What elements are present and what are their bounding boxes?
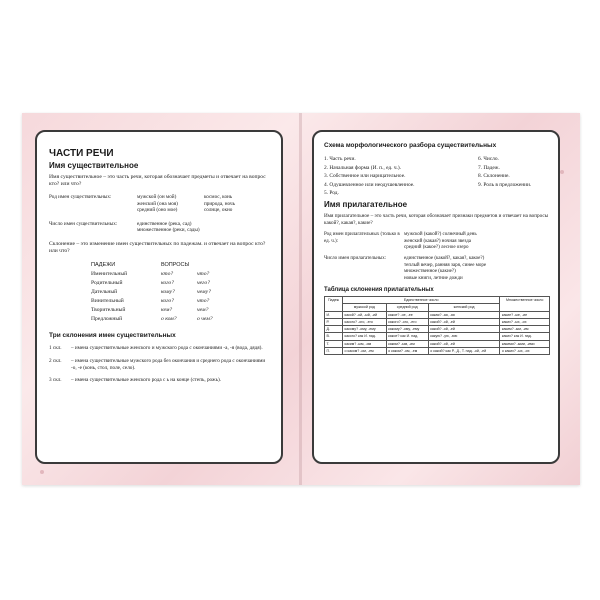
table-row [325,311,550,318]
cases-col-header: ПАДЕЖИ [91,261,116,268]
decor-dot [40,470,44,474]
case-question-inanimate: чему? [197,288,211,295]
table-header-row [325,297,550,304]
table-cell: какого? -ого, -его [343,318,387,325]
table-header-masc: мужской род [343,304,387,311]
table-row [325,333,550,340]
adj-gender-label: Род имен прилагательных (только в ед. ч.): [324,232,400,244]
cases-table [91,261,271,324]
right-page [312,130,560,464]
page-title: ЧАСТИ РЕЧИ [49,148,114,159]
scheme-item: 6. Число. [478,156,499,162]
adj-gender-value: женский (какая?) ночная звезда [404,238,472,244]
table-cell: какому? -ому, -ему [343,326,387,333]
noun-definition: Имя существительное – это часть речи, которая обозначает предметы и отвечает на вопрос кто? или что? [49,174,266,187]
table-header-plural: Множественное число [500,297,550,312]
adj-number-value: теплый вечер, ранняя заря, синее море [404,262,487,268]
gender-fem: женский (она моя) [137,200,178,207]
table-cell: каким? -ым, -им [343,340,387,347]
noun-gender-block [49,194,271,214]
adj-gender-block [324,232,550,251]
table-cell: какое? -ое, -ее [386,311,428,318]
adj-number-block [324,256,550,282]
table-cell: Р. [325,318,343,325]
gender-examples [204,194,271,214]
table-row [325,340,550,347]
number-label: Число имен существительных: [49,220,118,227]
table-cell: каких? -ых, -их [500,318,550,325]
case-name: Предложный [91,315,123,322]
declension-row [49,358,271,372]
case-question-inanimate: чем? [197,306,209,313]
case-row [91,288,271,297]
table-cell: какой? -ой, -ей [428,326,500,333]
table-cell: какого? -ого, -его [386,318,428,325]
scheme-item: 7. Падеж. [478,164,500,171]
scheme-heading: Схема морфологического разбора существительных [324,142,497,149]
morph-scheme-list [324,155,550,198]
left-page [35,130,283,464]
declension-row [49,377,271,384]
table-cell: какая? -ая, -яя [428,311,500,318]
noun-number-block [49,221,271,234]
adj-number-value: единственное (какой?, какая?, какое?) [404,256,485,262]
table-cell: какую? -ую, -юю [428,333,500,340]
case-question-inanimate: о чем? [197,315,213,322]
table-cell: какое? как И. пад. [386,333,428,340]
case-row [91,297,271,306]
table-cell: какого? как И. пад. [343,333,387,340]
case-row [91,270,271,279]
scheme-item: 3. Собственное или нарицательное. [324,173,406,180]
case-question-animate: кому? [161,288,175,295]
gender-types [137,194,204,214]
table-cell: о каком? -ом, -ем [343,348,387,355]
table-cell: какой? -ой, -ей [428,318,500,325]
table-cell: о какой? как Р., Д., Т. пад. -ой, -ей [428,348,500,355]
scheme-item: 9. Роль в предложении. [478,181,532,188]
case-name: Творительный [91,306,126,313]
gender-masc: мужской (он мой) [137,194,177,200]
adj-gender-value: средний (какое?) лесное озеро [404,244,469,250]
scheme-item: 2. Начальная форма (И. п., ед. ч.). [324,164,402,171]
case-name: Родительный [91,279,123,286]
table-cell: каким? -ым, -им [386,340,428,347]
case-row [91,315,271,324]
table-cell: Т. [325,340,343,347]
case-name: Винительный [91,297,124,304]
declension-number: 1 скл. [49,344,62,351]
scheme-item: 1. Часть речи. [324,156,356,162]
declension-number: 2 скл. [49,357,62,364]
adjective-definition: Имя прилагательное – это часть речи, которая обозначает признаки предметов и отвечает на вопросы какой?, какая?, какие? [324,212,549,226]
table-cell: какие? -ые, -ие [500,311,550,318]
adj-gender-value: мужской (какой?) солнечный день [404,232,477,238]
adj-number-label: Число имен прилагательных: [324,256,387,262]
table-header-neut: средний род [386,304,428,311]
table-header-singular: Единственное число [343,297,500,304]
scheme-item: 4. Одушевленное или неодушевленное. [324,181,415,188]
case-row [91,306,271,315]
gender-example: природа, ночь [204,200,235,207]
declension-description: – имена существительные женского и мужского рода с окончаниями -а, -я (вода, дядя). [71,344,263,351]
declension-number: 3 скл. [49,377,62,384]
case-name: Именительный [91,270,128,277]
number-values [137,221,271,234]
table-cell: каким? -ым, -им [500,326,550,333]
gender-example: космос, конь [204,194,233,200]
table-cell: какими? -ыми, -ими [500,340,550,347]
table-row [325,326,550,333]
scheme-item: 8. Склонение. [478,173,510,180]
number-plural: множественное (реки, сады) [137,227,200,234]
table-header-fem: женский род [428,304,500,311]
table-cell: о каких? -ых, -их [500,348,550,355]
table-cell: какой? -ой, -ый, -ий [343,311,387,318]
number-singular: единственное (река, сад) [137,220,192,227]
cases-header [91,261,271,270]
table-heading: Таблица склонения прилагательных [324,287,434,293]
case-question-animate: кто? [161,270,174,277]
table-cell: И. [325,311,343,318]
decor-dot [560,170,564,174]
case-row [91,279,271,288]
noun-heading: Имя существительное [49,161,139,170]
table-cell: В. [325,333,343,340]
adjective-declension-table [324,296,550,355]
questions-col-header: ВОПРОСЫ [161,261,190,268]
scheme-item: 5. Род. [324,190,339,197]
case-question-inanimate: что? [197,270,210,277]
table-cell: П. [325,348,343,355]
table-cell: Д. [325,326,343,333]
gender-neut: средний (оно мое) [137,207,178,214]
table-cell: о каком? -ом, -ем [386,348,428,355]
three-declensions-heading: Три склонения имен существительных [49,331,176,339]
case-question-animate: кем? [161,306,173,313]
table-header-case: Падеж [325,297,343,312]
case-name: Дательный [91,288,118,295]
table-cell: каких? как И. пад. [500,333,550,340]
adj-number-value: новые книги, летние дожди [404,275,463,281]
gender-example: солнце, окно [204,207,233,214]
declension-description: – имена существительные мужского рода без окончания и среднего рода с окончаниями -о, -е (конь, стол, поле, село). [71,357,266,371]
case-question-animate: кого? [161,279,174,286]
declension-definition: Склонение – это изменение имен существительных по падежам. и отвечает на вопрос кто? или что? [49,240,266,254]
adj-number-value: множественное (какие?) [404,269,456,275]
case-question-inanimate: чего? [197,279,210,286]
declension-row [49,345,271,352]
gender-label: Род имен существительных: [49,194,112,200]
table-row [325,318,550,325]
table-cell: какой? -ой, -ей [428,340,500,347]
case-question-inanimate: что? [197,297,210,304]
table-cell: какому? -ому, -ему [386,326,428,333]
declension-description: – имена существительные женского рода с ь на конце (степь, рожь). [71,377,221,384]
adjective-heading: Имя прилагательное [324,199,408,209]
case-question-animate: кого? [161,297,174,304]
case-question-animate: о ком? [161,315,177,322]
notebook-spine [299,113,302,485]
table-row [325,348,550,355]
